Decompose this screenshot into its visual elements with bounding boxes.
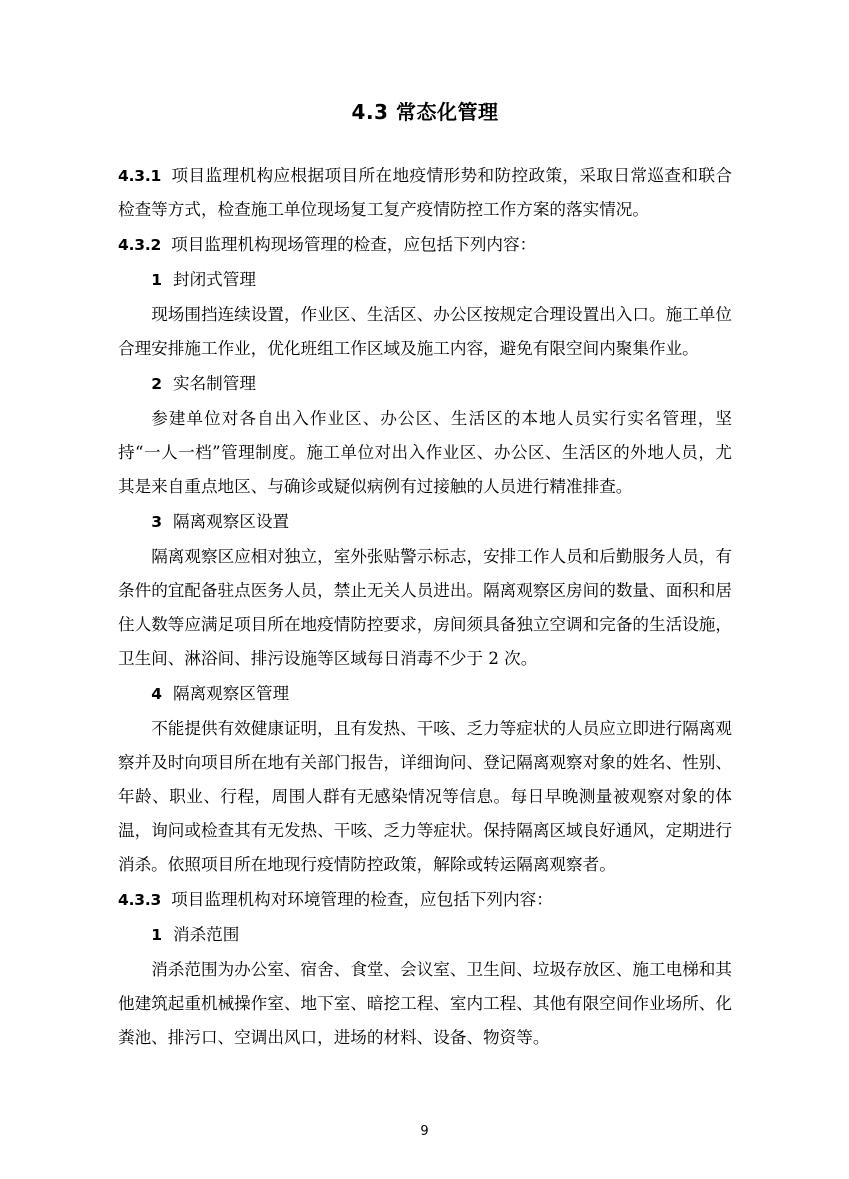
clause-paragraph [118,228,732,262]
body-paragraph: 参建单位对各自出入作业区、办公区、生活区的本地人员实行实名管理，坚持“一人一档”管理制度。施工单位对出入作业区、办公区、生活区的外地人员，尤其是来自重点地区、与确诊或疑似病例有过接触的人员进行精准排查。 [118,409,732,496]
page-title: 4.3 常态化管理 [351,100,499,124]
clause-text: 项目监理机构现场管理的检查，应包括下列内容： [171,235,537,254]
list-item-heading [118,677,732,711]
body-paragraph: 不能提供有效健康证明，且有发热、干咳、乏力等症状的人员应立即进行隔离观察并及时向项目所在地有关部门报告，详细询问、登记隔离观察对象的姓名、性别、年龄、职业、行程，周围人群有无感染情况等信息。每日早晚测量被观察对象的体温，询问或检查其有无发热、干咳、乏力等症状。保持隔离区域良好通风，定期进行消杀。依照项目所在地现行疫情防控政策，解除或转运隔离观察者。 [118,719,732,874]
list-item-number: 2 [151,375,162,393]
clause-number: 4.3.3 [118,891,162,909]
list-item-number: 3 [151,513,162,531]
clause-number: 4.3.1 [118,167,162,185]
body-paragraph: 隔离观察区应相对独立，室外张贴警示标志，安排工作人员和后勤服务人员，有条件的宜配备驻点医务人员，禁止无关人员进出。隔离观察区房间的数量、面积和居住人数等应满足项目所在地疫情防控要求，房间须具备独立空调和完备的生活设施，卫生间、淋浴间、排污设施等区域每日消毒不少于 2 次。 [118,547,732,668]
page-content [118,96,732,1056]
clause-text: 项目监理机构对环境管理的检查，应包括下列内容： [171,890,553,909]
clause-number: 4.3.2 [118,236,162,254]
list-item-label: 隔离观察区管理 [172,684,290,703]
clause-text: 项目监理机构应根据项目所在地疫情形势和防控政策，采取日常巡查和联合检查等方式，检查施工单位现场复工复产疫情防控工作方案的落实情况。 [118,166,732,219]
body-paragraph: 消杀范围为办公室、宿舍、食堂、会议室、卫生间、垃圾存放区、施工电梯和其他建筑起重机械操作室、地下室、暗挖工程、室内工程、其他有限空间作业场所、化粪池、排污口、空调出风口，进场的材料、设备、物资等。 [118,960,732,1047]
list-item-heading [118,263,732,297]
list-item-heading [118,918,732,952]
list-item-heading [118,505,732,539]
clause-paragraph [118,159,732,227]
list-item-label: 隔离观察区设置 [172,512,290,531]
list-item-number: 4 [151,685,162,703]
list-item-label: 消杀范围 [172,925,240,944]
document-body [118,159,732,1055]
list-item-label: 封闭式管理 [172,270,256,289]
list-item-number: 1 [151,271,162,289]
body-paragraph: 现场围挡连续设置，作业区、生活区、办公区按规定合理设置出入口。施工单位合理安排施工作业，优化班组工作区域及施工内容，避免有限空间内聚集作业。 [118,305,732,358]
clause-paragraph [118,883,732,917]
list-item-heading [118,367,732,401]
page-number: 9 [420,1124,429,1139]
list-item-label: 实名制管理 [172,374,256,393]
list-item-number: 1 [151,926,162,944]
